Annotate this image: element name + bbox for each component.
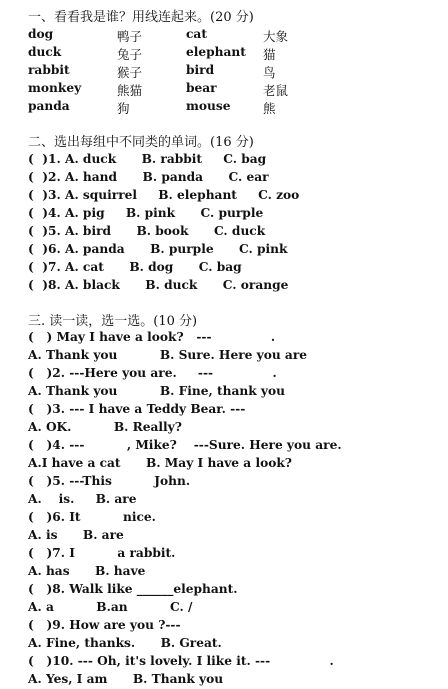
section3-title: 三. 读一读，选一选。(10 分) [28,314,198,329]
english-word: monkey [28,81,82,95]
english-word: bird [186,63,215,77]
chinese-word: 猴子 [117,65,143,80]
question-line: ( )4. --- , Mike? ---Sure. Here you are. [28,438,342,452]
answer-options: A. a B.an C. / [28,600,193,614]
english-word: duck [28,45,62,59]
answer-options: A. is B. are [28,528,124,542]
question-line: ( )4. A. pig B. pink C. purple [28,206,264,220]
answer-options: A. has B. have [28,564,146,578]
question-line: ( )8. A. black B. duck C. orange [28,278,289,292]
english-word: panda [28,99,70,113]
answer-options: A.I have a cat B. May I have a look? [28,456,292,470]
english-word: rabbit [28,63,70,77]
answer-options: A. Thank you B. Sure. Here you are [28,348,308,362]
chinese-word: 大象 [263,29,289,44]
section2-title: 二、选出每组中不同类的单词。(16 分) [28,135,254,150]
question-line: ( )6. A. panda B. purple C. pink [28,242,288,256]
question-line: ( )5. ---This John. [28,474,191,488]
question-line: ( )7. A. cat B. dog C. bag [28,260,242,274]
question-line: ( )8. Walk like ______elephant. [28,582,238,596]
answer-options: A. is. B. are [28,492,137,506]
question-line: ( )3. A. squirrel B. elephant C. zoo [28,188,300,202]
question-line: ( )2. ---Here you are. --- . [28,366,277,380]
english-word: mouse [186,99,231,113]
question-line: ( )1. A. duck B. rabbit C. bag [28,152,267,166]
chinese-word: 老鼠 [263,83,289,98]
answer-options: A. Thank you B. Fine, thank you [28,384,285,398]
question-line: ( )10. --- Oh, it's lovely. I like it. --- . [28,654,334,668]
question-line: ( ) May I have a look? --- . [28,330,276,344]
chinese-word: 熊 [263,101,276,116]
chinese-word: 狗 [117,101,130,116]
chinese-word: 鸟 [263,65,276,80]
english-word: dog [28,27,54,41]
english-word: bear [186,81,217,95]
english-word: cat [186,27,207,41]
question-line: ( )2. A. hand B. panda C. ear [28,170,269,184]
question-line: ( )3. --- I have a Teddy Bear. --- [28,402,246,416]
answer-options: A. OK. B. Really? [28,420,182,434]
answer-options: A. Fine, thanks. B. Great. [28,636,222,650]
question-line: ( )9. How are you ?--- [28,618,181,632]
question-line: ( )6. It nice. [28,510,156,524]
chinese-word: 熊猫 [117,83,143,98]
question-line: ( )7. I a rabbit. [28,546,176,560]
chinese-word: 猫 [263,47,276,62]
section1-title: 一、看看我是谁？用线连起来。(20 分) [28,10,254,25]
chinese-word: 鸭子 [117,29,143,44]
english-word: elephant [186,45,246,59]
chinese-word: 兔子 [117,47,143,62]
answer-options: A. Yes, I am B. Thank you [28,672,224,686]
question-line: ( )5. A. bird B. book C. duck [28,224,266,238]
